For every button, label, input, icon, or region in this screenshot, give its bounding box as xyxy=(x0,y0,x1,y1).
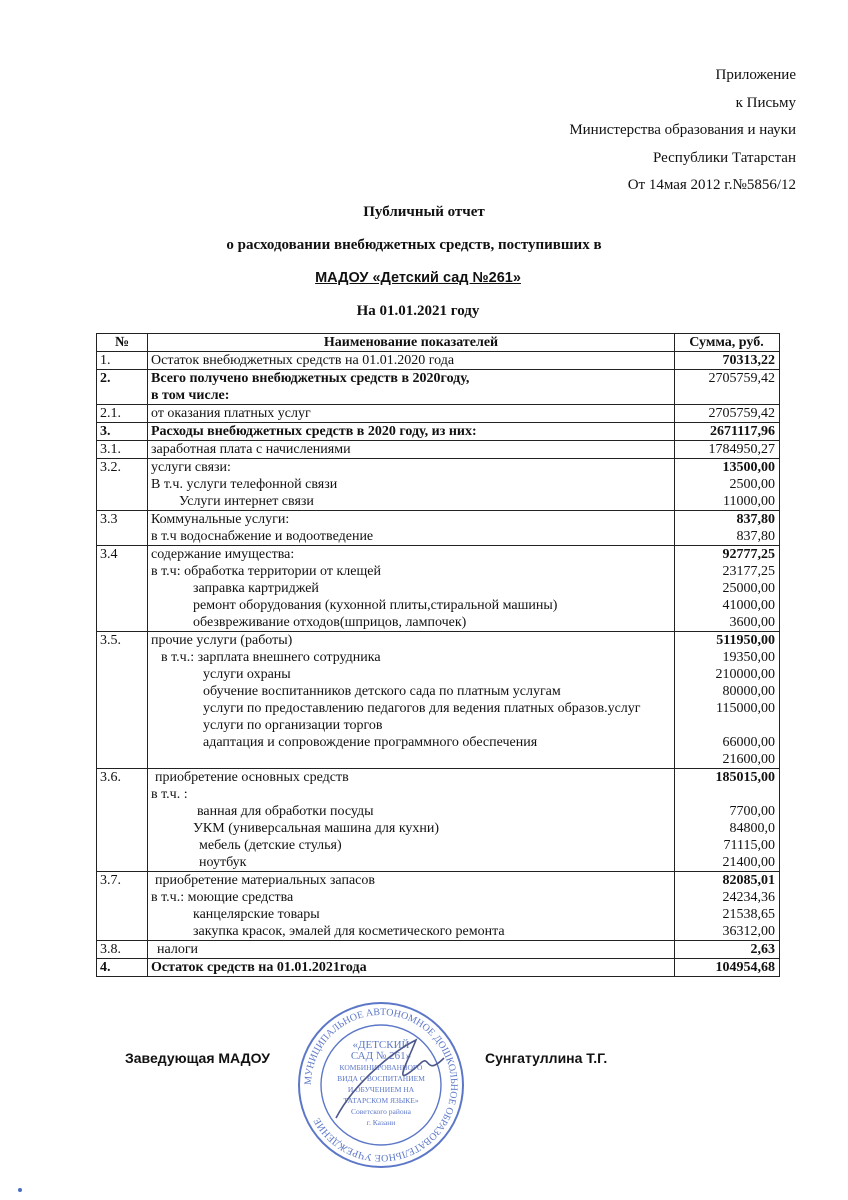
row-number: 3.8. xyxy=(97,941,148,959)
report-subtitle: о расходовании внебюджетных средств, поступивших в xyxy=(226,237,602,253)
row-item-amount: 115000,00 xyxy=(716,701,775,716)
row-item-text: Коммунальные услуги: xyxy=(151,512,290,527)
row-description xyxy=(148,941,675,959)
row-description xyxy=(148,459,675,511)
table-row xyxy=(97,511,780,546)
row-item-amount: 82085,01 xyxy=(722,873,775,888)
row-number: 3.3 xyxy=(97,511,148,546)
row-item-text: адаптация и сопровождение программного обеспечения xyxy=(203,735,538,750)
table-row xyxy=(97,352,780,370)
row-item-amount: 2500,00 xyxy=(729,477,775,492)
row-item-amount: 80000,00 xyxy=(722,684,775,699)
row-number: 1. xyxy=(97,352,148,370)
row-item-amount: 2705759,42 xyxy=(708,406,775,421)
stamp-text-line: «ДЕТСКИЙ xyxy=(352,1039,410,1051)
row-number: 3.2. xyxy=(97,459,148,511)
report-table xyxy=(96,333,780,977)
row-item-text: Всего получено внебюджетных средств в 2020году, xyxy=(151,371,470,386)
row-number: 3.1. xyxy=(97,441,148,459)
row-amount xyxy=(675,872,780,941)
signature-position: Заведующая МАДОУ xyxy=(125,1050,270,1066)
row-item-text: Расходы внебюджетных средств в 2020 году, из них: xyxy=(151,424,477,439)
stamp-text-line: г. Казани xyxy=(366,1118,396,1127)
row-description xyxy=(148,352,675,370)
row-item-amount xyxy=(678,387,775,404)
table-row xyxy=(97,370,780,405)
stamp-text-line: Советского района xyxy=(351,1107,411,1116)
row-item-amount: 2,63 xyxy=(750,942,775,957)
report-date: На 01.01.2021 году xyxy=(356,303,480,319)
row-item-amount: 104954,68 xyxy=(715,960,775,975)
report-title: Публичный отчет xyxy=(363,204,485,220)
row-item-text: налоги xyxy=(157,942,199,957)
signature-name: Сунгатуллина Т.Г. xyxy=(485,1050,608,1066)
row-description xyxy=(148,546,675,632)
table-row xyxy=(97,632,780,769)
row-item-amount xyxy=(678,786,775,803)
row-item-text: в т.ч водоснабжение и водоотведение xyxy=(151,529,374,544)
row-number: 3.7. xyxy=(97,872,148,941)
row-item-text: прочие услуги (работы) xyxy=(151,633,293,648)
table-row xyxy=(97,941,780,959)
stamp-text-line: ТАТАРСКОМ ЯЗЫКЕ» xyxy=(343,1096,419,1105)
row-item-text: услуги охраны xyxy=(203,667,291,682)
table-row xyxy=(97,546,780,632)
row-item-text: обучение воспитанников детского сада по платным услугам xyxy=(203,684,561,699)
table-header-row xyxy=(97,334,780,352)
row-amount xyxy=(675,370,780,405)
row-description xyxy=(148,370,675,405)
row-item-text: услуги связи: xyxy=(151,460,231,475)
row-item-text: ванная для обработки посуды xyxy=(197,804,374,819)
row-item-amount: 36312,00 xyxy=(722,924,775,939)
row-item-amount: 2705759,42 xyxy=(708,371,775,386)
row-item-amount: 11000,00 xyxy=(723,494,775,509)
row-item-amount: 24234,36 xyxy=(722,890,775,905)
stamp-text-line: И ОБУЧЕНИЕМ НА xyxy=(347,1085,415,1094)
row-item-amount: 41000,00 xyxy=(722,598,775,613)
row-item-amount: 7700,00 xyxy=(729,804,775,819)
row-item-amount: 66000,00 xyxy=(722,735,775,750)
row-description xyxy=(148,872,675,941)
official-stamp xyxy=(296,1000,466,1170)
table-row xyxy=(97,872,780,941)
row-description xyxy=(148,423,675,441)
letter-header xyxy=(396,62,796,200)
row-item-amount: 185015,00 xyxy=(715,770,775,785)
table-row xyxy=(97,441,780,459)
row-number: 3.5. xyxy=(97,632,148,769)
row-amount xyxy=(675,941,780,959)
row-item-text: УКМ (универсальная машина для кухни) xyxy=(193,821,440,836)
row-item-amount: 3600,00 xyxy=(729,615,775,630)
row-item-text: Услуги интернет связи xyxy=(179,494,314,509)
row-item-text: в т.ч.: зарплата внешнего сотрудника xyxy=(161,650,381,665)
row-item-amount: 13500,00 xyxy=(722,460,775,475)
header-line: От 14мая 2012 г.№5856/12 xyxy=(627,177,796,193)
row-item-amount: 92777,25 xyxy=(722,547,775,562)
row-item-text: обезвреживание отходов(шприцов, лампочек) xyxy=(193,615,467,630)
row-item-text: заправка картриджей xyxy=(193,581,319,596)
row-item-text: в т.ч: обработка территории от клещей xyxy=(151,564,381,579)
row-item-amount: 71115,00 xyxy=(723,838,775,853)
row-description xyxy=(148,632,675,769)
row-number: 3.4 xyxy=(97,546,148,632)
header-line: Приложение xyxy=(715,67,796,83)
row-amount xyxy=(675,459,780,511)
row-item-text: Остаток средств на 01.01.2021года xyxy=(151,960,367,975)
stamp-text-line: ВИДА С ВОСПИТАНИЕМ xyxy=(337,1074,425,1083)
row-item-text: содержание имущества: xyxy=(151,547,295,562)
row-item-text: в том числе: xyxy=(151,388,230,403)
row-item-text: услуги по организации торгов xyxy=(203,718,383,733)
row-description xyxy=(148,959,675,977)
header-line: к Письму xyxy=(735,94,796,111)
column-header-number: № xyxy=(97,334,148,352)
organization-name: МАДОУ «Детский сад №261» xyxy=(315,270,521,286)
row-item-amount: 25000,00 xyxy=(722,581,775,596)
row-number: 2.1. xyxy=(97,405,148,423)
stamp-ring-text: МУНИЦИПАЛЬНОЕ АВТОНОМНОЕ ДОШКОЛЬНОЕ ОБРАЗОВАТЕЛЬНОЕ УЧРЕЖДЕНИЕ xyxy=(302,1006,460,1164)
row-item-text: заработная плата с начислениями xyxy=(151,442,351,457)
row-description xyxy=(148,405,675,423)
row-number: 3. xyxy=(97,423,148,441)
row-item-amount: 837,80 xyxy=(736,529,775,544)
row-item-amount: 837,80 xyxy=(736,512,775,527)
scan-speck xyxy=(18,1188,22,1192)
row-item-text: в т.ч. : xyxy=(151,787,188,802)
row-description xyxy=(148,441,675,459)
row-item-amount: 511950,00 xyxy=(716,633,775,648)
stamp-text-line: КОМБИНИРОВАННОГО xyxy=(339,1063,423,1072)
row-amount xyxy=(675,423,780,441)
row-item-text: закупка красок, эмалей для косметического ремонта xyxy=(193,924,505,939)
row-item-text: услуги по предоставлению педагогов для ведения платных образов.услуг xyxy=(203,701,641,716)
table-row xyxy=(97,769,780,872)
header-line: Министерства образования и науки xyxy=(569,122,796,138)
row-item-amount: 84800,0 xyxy=(729,821,775,836)
row-amount xyxy=(675,352,780,370)
row-description xyxy=(148,511,675,546)
stamp-text-line: САД № 261» xyxy=(350,1050,412,1062)
row-item-text: приобретение материальных запасов xyxy=(155,873,375,888)
row-amount xyxy=(675,769,780,872)
row-number: 4. xyxy=(97,959,148,977)
column-header-amount: Сумма, руб. xyxy=(675,334,780,352)
row-item-text: канцелярские товары xyxy=(193,907,320,922)
row-description xyxy=(148,769,675,872)
row-item-text: мебель (детские стулья) xyxy=(199,838,342,853)
row-item-amount: 21600,00 xyxy=(722,752,775,767)
row-item-amount: 19350,00 xyxy=(722,650,775,665)
table-row xyxy=(97,405,780,423)
row-item-text: В т.ч. услуги телефонной связи xyxy=(151,477,338,492)
row-item-text: ноутбук xyxy=(199,855,247,870)
row-item-amount: 2671117,96 xyxy=(710,424,775,439)
row-item-amount: 1784950,27 xyxy=(708,442,775,457)
row-item-amount: 23177,25 xyxy=(722,564,775,579)
row-item-amount: 210000,00 xyxy=(715,667,775,682)
row-item-text: ремонт оборудования (кухонной плиты,стиральной машины) xyxy=(193,598,558,613)
table-row xyxy=(97,423,780,441)
row-amount xyxy=(675,405,780,423)
row-item-amount: 21538,65 xyxy=(722,907,775,922)
row-item-text: приобретение основных средств xyxy=(155,770,349,785)
row-item-text: в т.ч.: моющие средства xyxy=(151,890,294,905)
row-amount xyxy=(675,632,780,769)
table-row xyxy=(97,959,780,977)
row-item-text: от оказания платных услуг xyxy=(151,406,311,421)
table-row xyxy=(97,459,780,511)
row-item-text: Остаток внебюджетных средств на 01.01.2020 года xyxy=(151,353,455,368)
row-amount xyxy=(675,546,780,632)
row-number: 3.6. xyxy=(97,769,148,872)
row-item-amount: 21400,00 xyxy=(722,855,775,870)
row-amount xyxy=(675,959,780,977)
row-number: 2. xyxy=(97,370,148,405)
row-amount xyxy=(675,511,780,546)
row-item-amount: 70313,22 xyxy=(722,353,775,368)
column-header-name: Наименование показателей xyxy=(148,334,675,352)
row-amount xyxy=(675,441,780,459)
header-line: Республики Татарстан xyxy=(652,149,796,166)
